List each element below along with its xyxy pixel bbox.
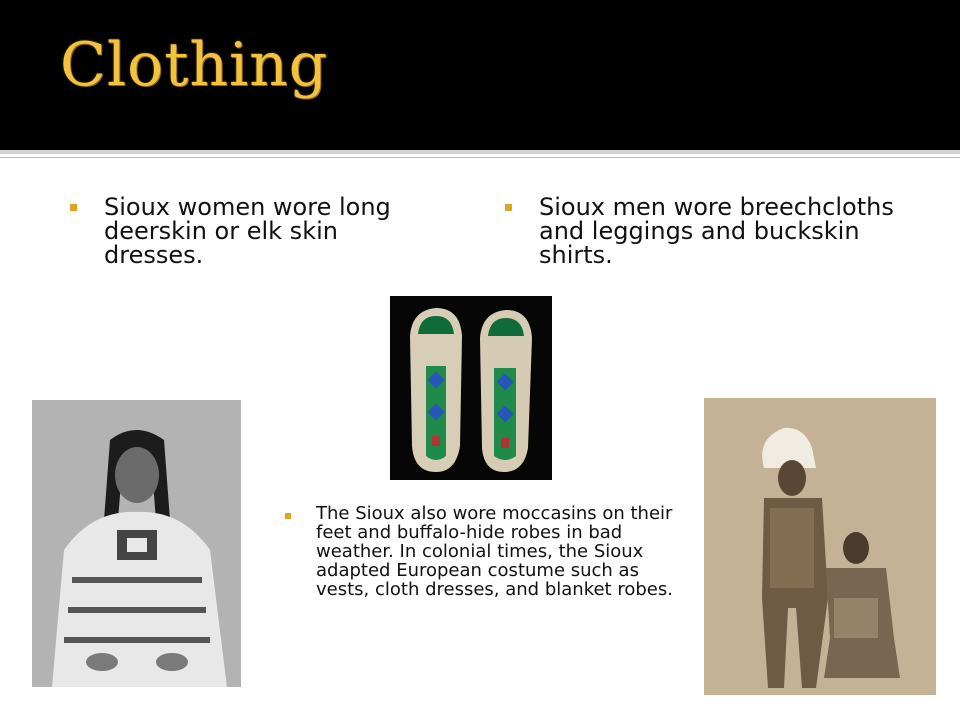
title-bar bbox=[0, 0, 960, 150]
bullet-marker bbox=[505, 204, 512, 211]
slide-title: Clothing bbox=[60, 30, 329, 100]
bullet-moccasins bbox=[285, 505, 685, 599]
bullet-marker bbox=[70, 204, 77, 211]
bullet-men-clothing bbox=[505, 195, 905, 267]
bullet-women-clothing bbox=[70, 195, 410, 267]
bullet-text: Sioux women wore long deerskin or elk skin dresses. bbox=[104, 193, 391, 269]
sioux-couple-photo bbox=[704, 398, 936, 695]
bullet-marker bbox=[285, 513, 291, 519]
bullet-text: Sioux men wore breechcloths and leggings and buckskin shirts. bbox=[539, 193, 894, 269]
moccasins-photo bbox=[390, 296, 552, 480]
sioux-woman-photo bbox=[32, 400, 241, 687]
title-divider-line bbox=[0, 157, 960, 158]
bullet-text: The Sioux also wore moccasins on their feet and buffalo-hide robes in bad weather. In colonial times, the Sioux adapted European costume such as vests, cloth dresses, and blanket robes. bbox=[316, 503, 673, 600]
